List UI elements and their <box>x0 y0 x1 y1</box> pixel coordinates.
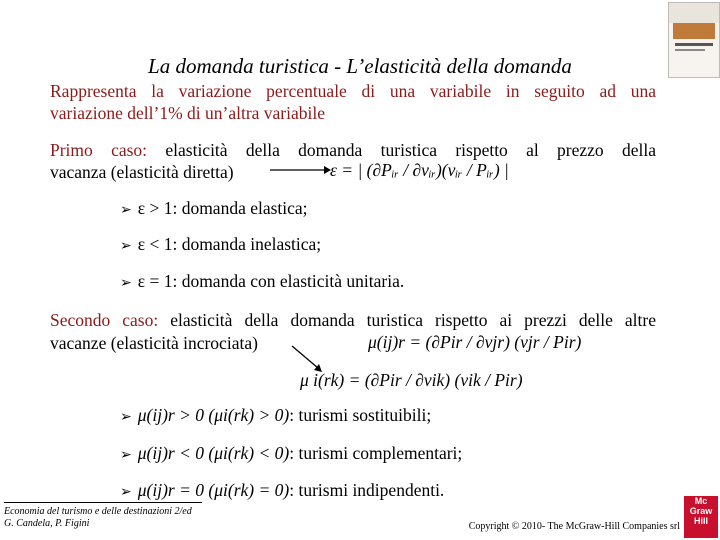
case1-bullet-2: ➢ ε < 1: domanda inelastica; <box>120 234 322 254</box>
case1-line-2: vacanza (elasticità diretta) <box>50 162 234 182</box>
footer-book-title: Economia del turismo e delle destinazioni 2/ed <box>4 506 192 517</box>
case1-bullet-1: ➢ ε > 1: domanda elastica; <box>120 198 308 218</box>
case2-bullet-2: ➢ μ(ij)r < 0 (μi(rk) < 0): turismi complementari; <box>120 443 463 463</box>
page-title: La domanda turistica - L’elasticità della domanda <box>148 54 572 78</box>
arrow-bullet-icon: ➢ <box>120 409 132 425</box>
footer-authors: G. Candela, P. Figini <box>4 518 90 529</box>
case2-line-2: vacanze (elasticità incrociata) <box>50 333 258 353</box>
mcgraw-hill-logo: Mc Graw Hill <box>684 496 718 538</box>
intro-line-2: variazione dell’1% di un’altra variabile <box>50 103 326 123</box>
case2-label: Secondo caso: <box>50 310 159 330</box>
case2-formula-1: μ(ij)r = (∂Pir / ∂vjr) (vjr / Pir) <box>368 332 582 352</box>
book-cover-image <box>668 2 720 78</box>
case2-line-1 <box>50 309 656 331</box>
footer-citation <box>4 502 202 537</box>
arrow-bullet-icon: ➢ <box>120 447 132 463</box>
case1-label: Primo caso: <box>50 140 148 160</box>
case1-line-1 <box>50 139 656 161</box>
case1-bullet-3: ➢ ε = 1: domanda con elasticità unitaria. <box>120 271 405 291</box>
arrow-right-icon <box>270 163 332 177</box>
footer-copyright: Copyright © 2010- The McGraw-Hill Companies srl <box>468 521 680 532</box>
arrow-bullet-icon: ➢ <box>120 484 132 500</box>
case1-formula: ε = | (∂Pᵢᵣ / ∂vᵢᵣ)(vᵢᵣ / Pᵢᵣ) | <box>330 160 509 180</box>
arrow-bullet-icon: ➢ <box>120 202 132 218</box>
case2-bullet-3: ➢ μ(ij)r = 0 (μi(rk) = 0): turismi indipendenti. <box>120 480 445 500</box>
intro-line-1: Rappresenta la variazione percentuale di una variabile in seguito ad una <box>50 81 656 101</box>
arrow-bullet-icon: ➢ <box>120 275 132 291</box>
arrow-bullet-icon: ➢ <box>120 238 132 254</box>
case2-formula-2: μ i(rk) = (∂Pir / ∂vik) (vik / Pir) <box>300 370 523 390</box>
case2-bullet-1: ➢ μ(ij)r > 0 (μi(rk) > 0): turismi sostituibili; <box>120 405 432 425</box>
case2-text: elasticità della domanda turistica rispetto ai prezzi delle altre <box>158 310 656 330</box>
case1-text: elasticità della domanda turistica rispetto al prezzo della <box>147 140 656 160</box>
